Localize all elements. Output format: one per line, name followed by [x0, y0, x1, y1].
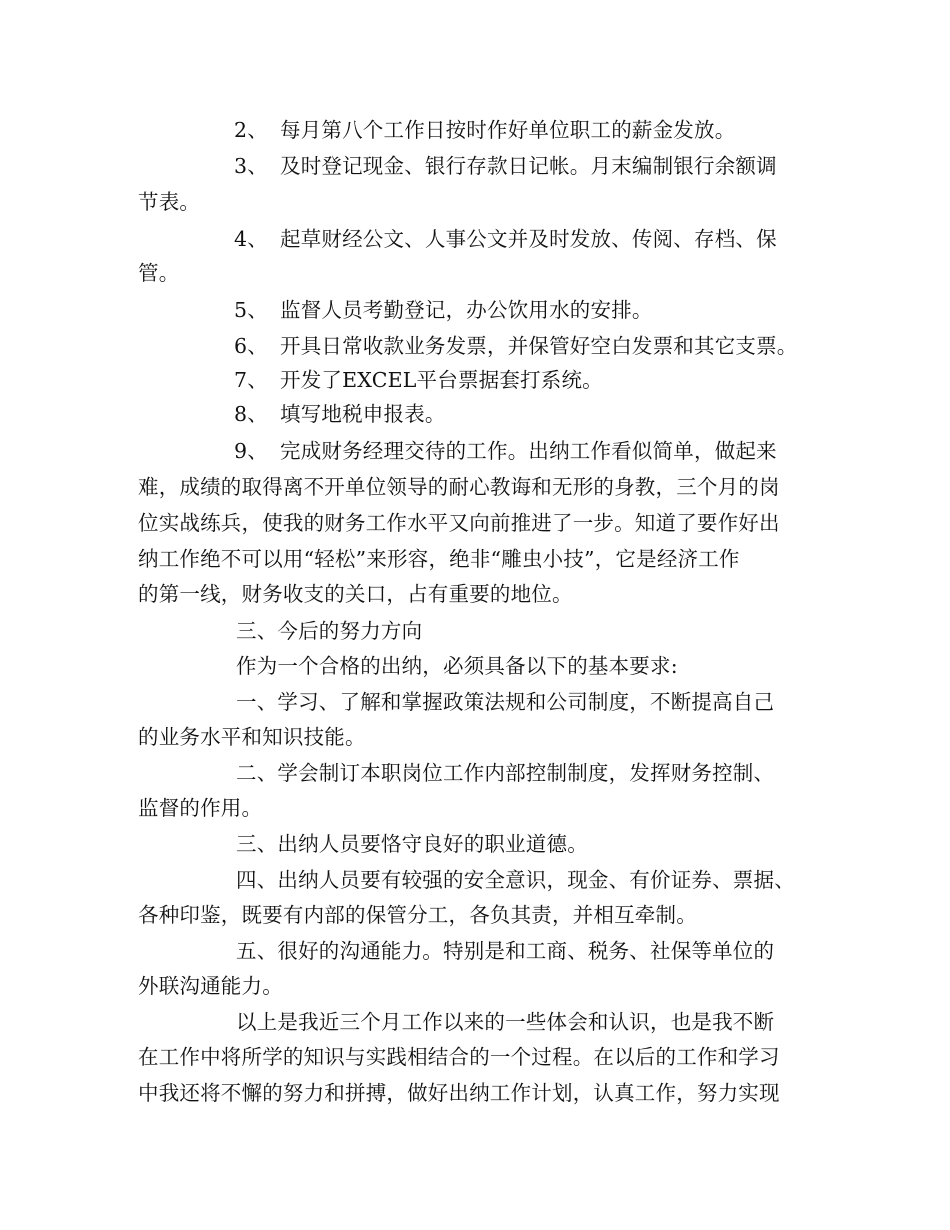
requirement-item: 二、学会制订本职岗位工作内部控制制度，发挥财务控制、 — [236, 761, 775, 785]
item-number: 2、 — [234, 118, 268, 142]
item-number: 3、 — [234, 154, 268, 178]
item-continuation: 节表。 — [138, 190, 201, 214]
item-text: 及时登记现金、银行存款日记帐。月末编制银行余额调 — [280, 154, 777, 178]
item-number: 7、 — [234, 368, 268, 392]
list-item — [234, 296, 934, 324]
item-text: 监督人员考勤登记，办公饮用水的安排。 — [280, 298, 653, 322]
paragraph-line: 的第一线，财务收支的关口，占有重要的地位。 — [138, 582, 573, 606]
item-number: 4、 — [234, 227, 268, 251]
paragraph-line: 纳工作绝不可以用“轻松”来形容，绝非“雕虫小技”，它是经济工作 — [138, 547, 740, 571]
item-text: 每月第八个工作日按时作好单位职工的薪金发放。 — [280, 118, 736, 142]
intro-text: 作为一个合格的出纳，必须具备以下的基本要求: — [236, 654, 678, 678]
requirement-item: 一、学习、了解和掌握政策法规和公司制度，不断提高自己 — [236, 690, 775, 714]
closing-line: 中我还将不懈的努力和拼搏，做好出纳工作计划，认真工作，努力实现 — [138, 1081, 780, 1105]
list-item — [234, 152, 934, 180]
item-text: 开发了EXCEL平台票据套打系统。 — [280, 368, 603, 392]
list-item — [234, 366, 934, 394]
item-number: 5、 — [234, 298, 268, 322]
closing-line: 在工作中将所学的知识与实践相结合的一个过程。在以后的工作和学习 — [138, 1045, 780, 1069]
requirement-item: 五、很好的沟通能力。特别是和工商、税务、社保等单位的 — [236, 939, 775, 963]
item-text: 填写地税申报表。 — [280, 402, 446, 426]
item-text: 开具日常收款业务发票，并保管好空白发票和其它支票。 — [280, 334, 798, 358]
list-item — [234, 400, 934, 428]
requirement-continuation: 各种印鉴，既要有内部的保管分工，各负其责，并相互牵制。 — [138, 903, 697, 927]
requirement-item: 三、出纳人员要恪守良好的职业道德。 — [236, 832, 588, 856]
list-item — [234, 225, 934, 253]
item-number: 6、 — [234, 334, 268, 358]
list-item — [234, 332, 934, 360]
list-item — [234, 437, 934, 465]
requirement-item: 四、出纳人员要有较强的安全意识，现金、有价证券、票据、 — [236, 868, 795, 892]
item-continuation: 管。 — [138, 261, 180, 285]
requirement-continuation: 监督的作用。 — [138, 796, 263, 820]
requirement-continuation: 的业务水平和知识技能。 — [138, 725, 366, 749]
paragraph-line: 难，成绩的取得离不开单位领导的耐心教诲和无形的身教，三个月的岗 — [138, 475, 780, 499]
item-text: 完成财务经理交待的工作。出纳工作看似简单，做起来 — [280, 439, 777, 463]
item-text: 起草财经公文、人事公文并及时发放、传阅、存档、保 — [280, 227, 777, 251]
section-heading: 三、今后的努力方向 — [236, 619, 423, 643]
list-item — [234, 116, 934, 144]
closing-line: 以上是我近三个月工作以来的一些体会和认识，也是我不断 — [236, 1010, 775, 1034]
item-number: 8、 — [234, 402, 268, 426]
paragraph-line: 位实战练兵，使我的财务工作水平又向前推进了一步。知道了要作好出 — [138, 511, 780, 535]
requirement-continuation: 外联沟通能力。 — [138, 974, 283, 998]
item-number: 9、 — [234, 439, 268, 463]
